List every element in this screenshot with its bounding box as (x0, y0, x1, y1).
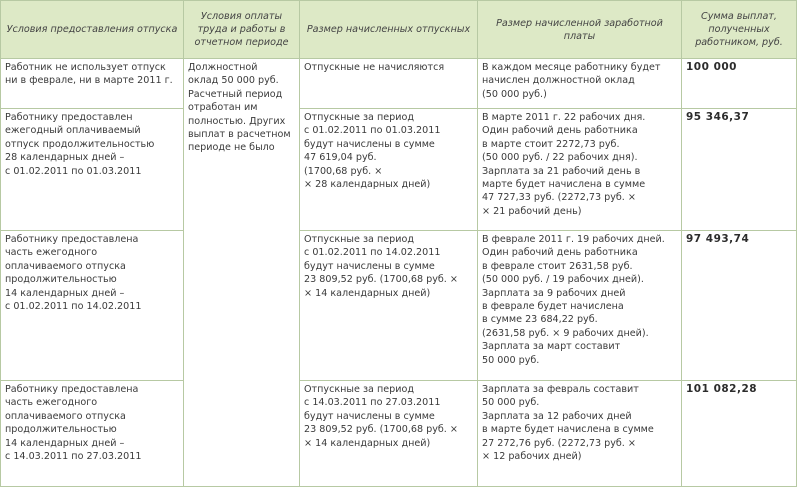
cell-text: 47 619,04 руб. (304, 152, 377, 164)
header-total-payments (682, 1, 797, 59)
cell-text: Работнику предоставлена (5, 384, 139, 395)
vacation-conditions-cell (1, 59, 184, 109)
header-vacation-conditions (1, 1, 184, 59)
cell-text: В каждом месяце работнику будет (482, 62, 661, 73)
cell-text: продолжительностью (5, 424, 117, 436)
cell-text: будут начислены в сумме (304, 260, 435, 272)
cell-text: 50 000 руб. (482, 354, 540, 366)
cell-text: × 14 календарных дней) (304, 437, 431, 449)
cell-text: 23 809,52 руб. (1700,68 руб. × (304, 424, 458, 436)
cell-text: Отпускные за период (304, 234, 414, 245)
header-text: Условия оплаты (200, 11, 283, 22)
cell-text: полностью. Других (188, 115, 286, 127)
cell-text: × 21 рабочий день) (482, 205, 582, 217)
cell-text: 47 727,33 руб. (2272,73 руб. × (482, 192, 636, 204)
cell-text: Зарплата за март составит (482, 341, 621, 353)
header-text: труда и работы (197, 24, 277, 35)
cell-text: с 01.02.2011 по 14.02.2011 (304, 247, 441, 259)
header-text: заработной платы (563, 17, 663, 42)
vacation-pay-cell (300, 59, 478, 109)
cell-text: марте будет начислена в сумме (482, 179, 646, 191)
cell-text: Зарплата за 12 рабочих дней (482, 410, 632, 422)
vacation-pay-cell (300, 381, 478, 487)
cell-text: отпуск продолжительностью (5, 138, 155, 150)
table-row (1, 109, 797, 231)
total-payments-cell: 101 082,28 (682, 381, 797, 487)
cell-text: с 01.02.2011 по 14.02.2011 (5, 301, 142, 313)
header-text: Условия предоставления (6, 24, 134, 35)
pay-conditions-cell (184, 59, 300, 487)
salary-cell (478, 59, 682, 109)
cell-text: Один рабочий день работника (482, 247, 638, 259)
header-salary-amount (478, 1, 682, 59)
cell-text: Отпускные за период (304, 384, 414, 395)
header-text: Сумма выплат, (701, 11, 777, 22)
total-payments-cell: 95 346,37 (682, 109, 797, 231)
cell-text: в феврале стоит 2631,58 руб. (482, 260, 633, 272)
cell-text: × 12 рабочих дней) (482, 451, 582, 463)
cell-text: 27 272,76 руб. (2272,73 руб. × (482, 437, 636, 449)
cell-text: Расчетный период (188, 88, 283, 100)
cell-text: Работнику предоставлена (5, 234, 139, 245)
cell-text: (2631,58 руб. × 9 рабочих дней). (482, 327, 649, 339)
table-row (1, 59, 797, 109)
cell-text: Зарплата за февраль составит (482, 384, 639, 395)
header-row (1, 1, 797, 59)
cell-text: с 01.02.2011 по 01.03.2011 (5, 165, 142, 177)
cell-text: начислен должностной оклад (482, 75, 635, 87)
cell-text: Должностной (188, 62, 258, 73)
cell-text: 23 809,52 руб. (1700,68 руб. × (304, 274, 458, 286)
table-row (1, 231, 797, 381)
cell-text: отработан им (188, 102, 258, 114)
cell-text: с 14.03.2011 по 27.03.2011 (304, 397, 441, 409)
vacation-pay-cell (300, 109, 478, 231)
cell-text: Работник не использует отпуск (5, 62, 166, 73)
salary-cell (478, 109, 682, 231)
total-payments-cell: 97 493,74 (682, 231, 797, 381)
cell-text: × 28 календарных дней) (304, 179, 431, 191)
cell-text: с 14.03.2011 по 27.03.2011 (5, 451, 142, 463)
header-text: работником, руб. (695, 37, 783, 48)
cell-text: (50 000 руб. / 22 рабочих дня). (482, 152, 638, 164)
cell-text: продолжительностью (5, 274, 117, 286)
cell-text: (50 000 руб.) (482, 88, 547, 100)
cell-text: оплачиваемого отпуска (5, 410, 126, 422)
table-row (1, 381, 797, 487)
vacation-conditions-cell (1, 231, 184, 381)
cell-text: ежегодный оплачиваемый (5, 125, 141, 137)
cell-text: периоде не было (188, 142, 275, 154)
salary-cell (478, 231, 682, 381)
cell-text: 14 календарных дней – (5, 287, 125, 299)
header-text: отпуска (137, 24, 178, 35)
cell-text: 28 календарных дней – (5, 152, 125, 164)
total-payments-cell: 100 000 (682, 59, 797, 109)
header-text: периоде (245, 37, 289, 48)
cell-text: ни в феврале, ни в марте 2011 г. (5, 75, 173, 87)
cell-text: Отпускные не начисляются (304, 62, 445, 73)
vacation-conditions-cell (1, 109, 184, 231)
header-text: отпускных (416, 24, 471, 35)
cell-text: в марте стоит 2272,73 руб. (482, 138, 620, 150)
cell-text: 14 календарных дней – (5, 437, 125, 449)
cell-text: часть ежегодного (5, 247, 98, 259)
cell-text: Отпускные за период (304, 112, 414, 123)
cell-text: Зарплата за 21 рабочий день в (482, 165, 641, 177)
cell-text: (1700,68 руб. × (304, 165, 383, 177)
header-text: полученных (708, 24, 770, 35)
cell-text: В феврале 2011 г. 19 рабочих дней. (482, 234, 665, 245)
cell-text: Один рабочий день работника (482, 125, 638, 137)
header-text: Размер начисленных (306, 24, 414, 35)
cell-text: часть ежегодного (5, 397, 98, 409)
cell-text: в феврале будет начислена (482, 301, 624, 313)
cell-text: (50 000 руб. / 19 рабочих дней). (482, 274, 644, 286)
cell-text: в сумме 23 684,22 руб. (482, 314, 598, 326)
cell-text: оплачиваемого отпуска (5, 260, 126, 272)
cell-text: Работнику предоставлен (5, 112, 133, 123)
cell-text: будут начислены в сумме (304, 410, 435, 422)
header-text: в отчетном (194, 24, 286, 48)
cell-text: Зарплата за 9 рабочих дней (482, 287, 626, 299)
header-text: Размер начисленной (496, 17, 602, 29)
cell-text: В марте 2011 г. 22 рабочих дня. (482, 112, 646, 123)
cell-text: × 14 календарных дней) (304, 287, 431, 299)
vacation-pay-cell (300, 231, 478, 381)
cell-text: 50 000 руб. (482, 397, 540, 409)
header-vacation-pay-amount (300, 1, 478, 59)
cell-text: выплат в расчетном (188, 129, 291, 141)
salary-cell (478, 381, 682, 487)
header-pay-conditions (184, 1, 300, 59)
cell-text: оклад 50 000 руб. (188, 75, 279, 87)
vacation-conditions-cell (1, 381, 184, 487)
cell-text: с 01.02.2011 по 01.03.2011 (304, 125, 441, 137)
cell-text: в марте будет начислена в сумме (482, 424, 654, 436)
cell-text: будут начислены в сумме (304, 138, 435, 150)
